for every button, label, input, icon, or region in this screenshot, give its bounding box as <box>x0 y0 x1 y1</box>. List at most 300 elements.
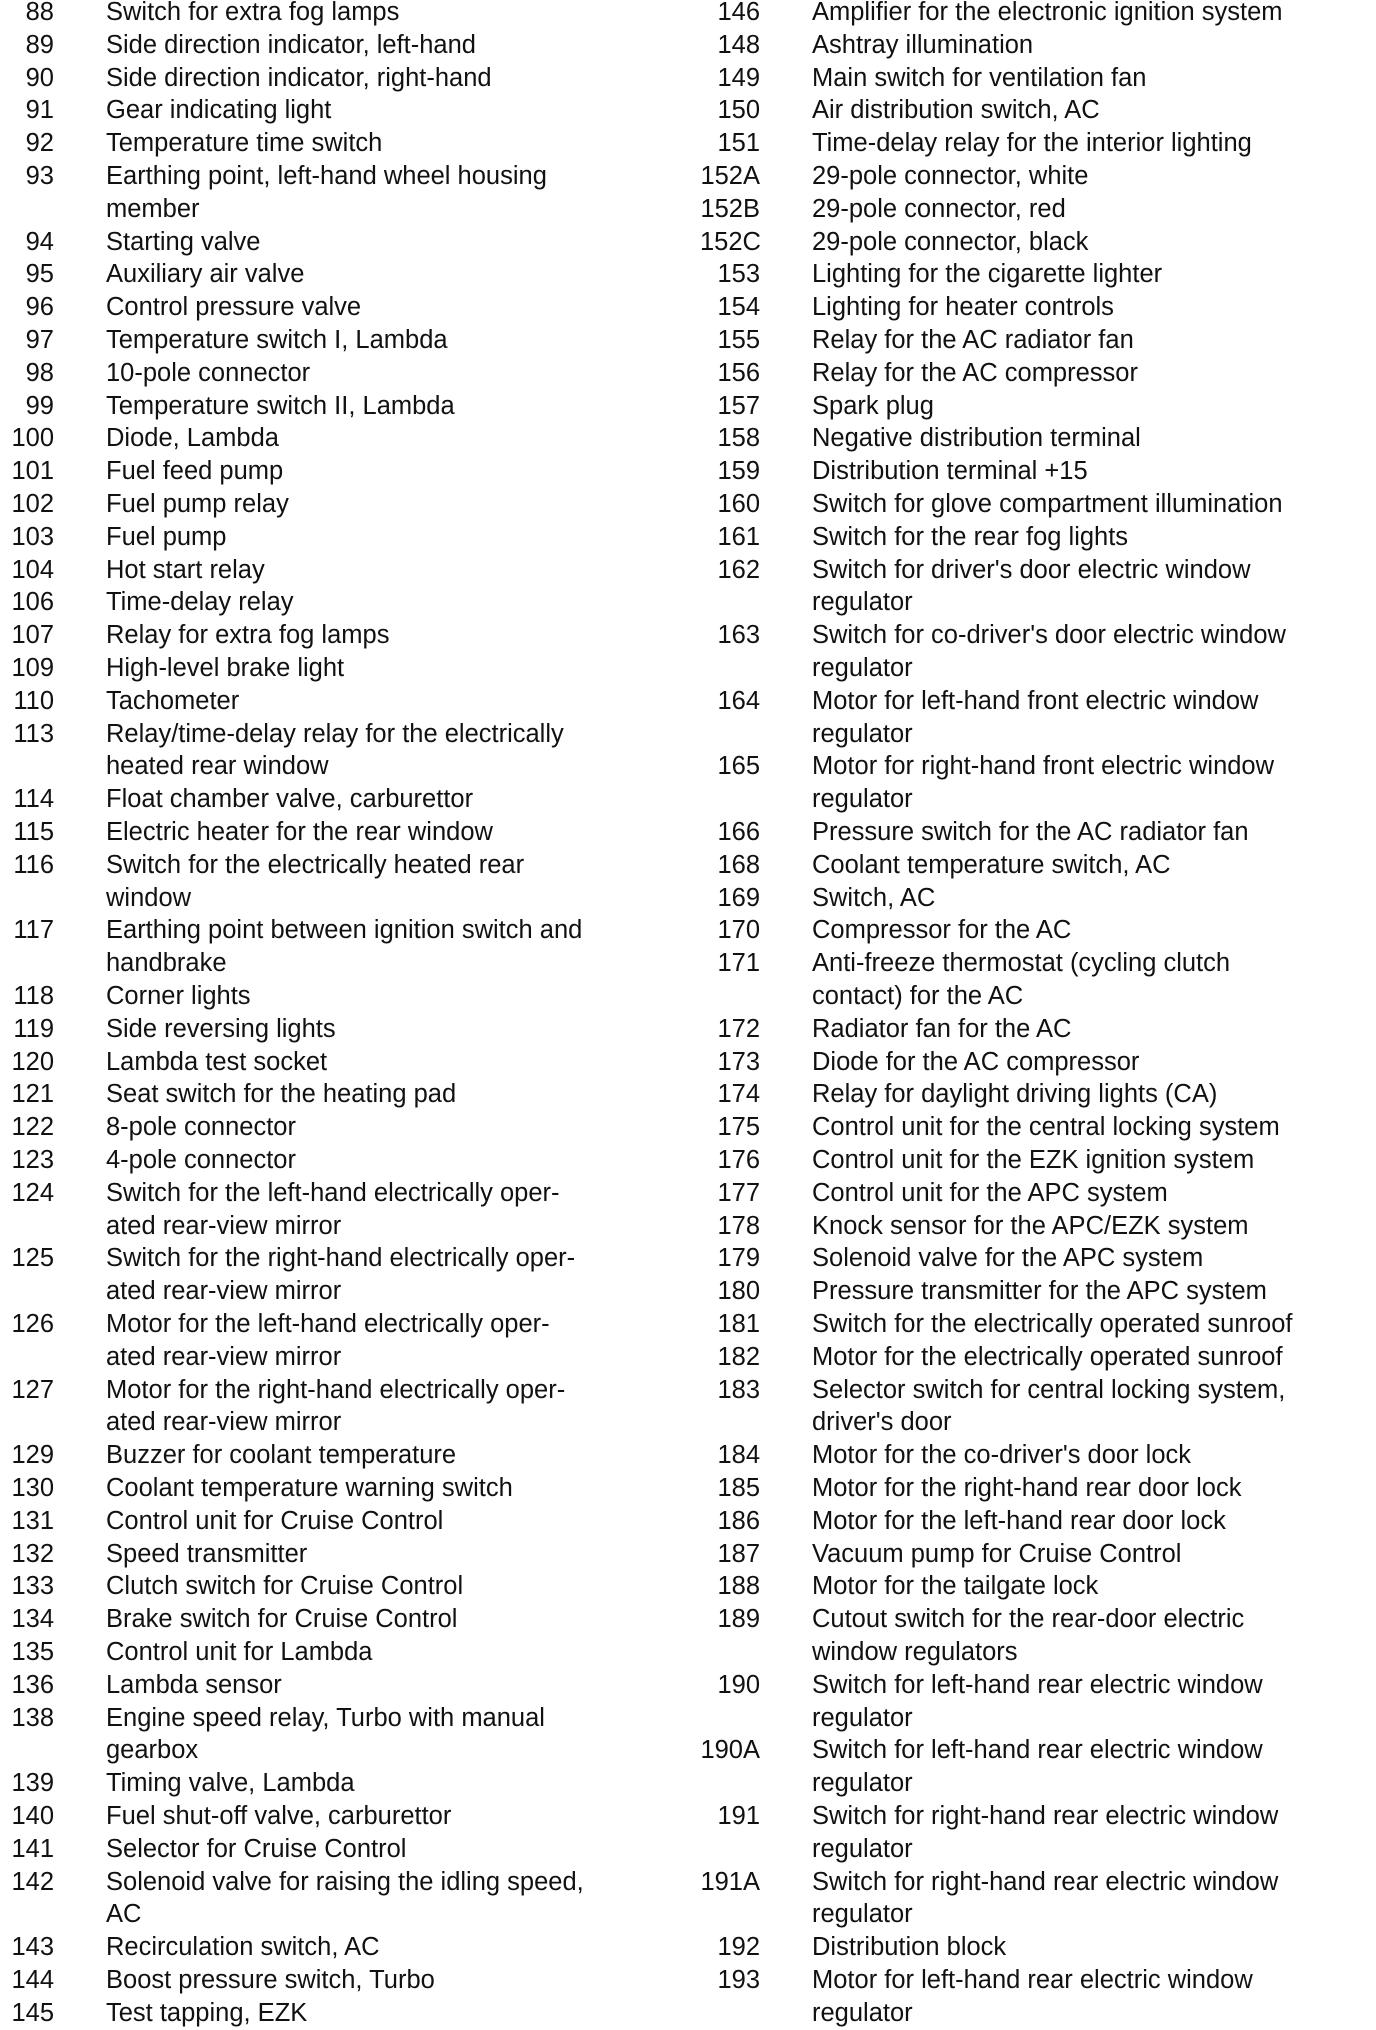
legend-entry-number: 190A <box>700 1736 760 1765</box>
legend-entry-number: 106 <box>11 588 54 617</box>
legend-entry-number: 166 <box>717 818 760 846</box>
legend-entry-number: 90 <box>25 63 54 92</box>
legend-entry-number: 115 <box>13 818 54 846</box>
legend-entry-number: 135 <box>11 1638 54 1666</box>
legend-entry <box>0 1111 660 1144</box>
legend-entry <box>0 1013 660 1046</box>
legend-entry-description: Relay for daylight driving lights (CA) <box>812 1080 1218 1109</box>
legend-entry <box>700 1177 1376 1210</box>
legend-entry-number: 114 <box>13 785 54 814</box>
legend-entry-description: gearbox <box>106 1736 199 1765</box>
legend-entry-description: 29-pole connector, black <box>812 227 1089 256</box>
legend-entry-number: 150 <box>717 96 760 125</box>
legend-entry <box>0 127 660 160</box>
legend-entry-number: 110 <box>13 686 54 715</box>
legend-entry-number: 146 <box>717 0 760 26</box>
legend-entry-number: 92 <box>25 129 54 158</box>
legend-entry-description: Timing valve, Lambda <box>106 1769 355 1798</box>
legend-entry-description: Switch for left-hand rear electric window <box>812 1670 1263 1699</box>
legend-entry-description: Control pressure valve <box>106 293 362 322</box>
legend-entry-number: 140 <box>11 1802 54 1830</box>
legend-entry-number: 99 <box>25 391 54 420</box>
legend-entry-number: 188 <box>717 1572 760 1601</box>
legend-entry-number: 138 <box>11 1703 54 1732</box>
legend-entry-description: Motor for the electrically operated sunroof <box>812 1342 1283 1371</box>
legend-entry-description: Engine speed relay, Turbo with manual <box>106 1703 545 1732</box>
legend-entry <box>0 455 660 488</box>
legend-entry <box>700 422 1376 455</box>
legend-entry <box>0 357 660 390</box>
legend-entry-number: 191A <box>700 1867 760 1896</box>
legend-entry <box>700 1210 1376 1243</box>
legend-entry <box>0 0 660 29</box>
legend-entry-number: 148 <box>717 30 760 59</box>
legend-entry-description: Motor for left-hand front electric window <box>812 686 1259 715</box>
legend-entry-description: 10-pole connector <box>106 358 311 387</box>
legend-entry-number: 173 <box>717 1047 760 1076</box>
legend-entry <box>0 1866 660 1932</box>
legend-entry <box>700 1931 1376 1964</box>
legend-entry-description: Relay for the AC radiator fan <box>812 326 1134 354</box>
legend-entry-description: Distribution block <box>812 1933 1007 1962</box>
legend-entry <box>700 1439 1376 1472</box>
legend-entry <box>0 718 660 784</box>
legend-entry-description: ated rear-view mirror <box>106 1277 342 1306</box>
legend-entry-description: regulator <box>812 1834 913 1863</box>
legend-entry-number: 180 <box>717 1277 760 1306</box>
legend-entry-description: Side direction indicator, right-hand <box>106 63 492 92</box>
legend-entry-description: Spark plug <box>812 391 934 420</box>
legend-entry-number: 96 <box>25 293 54 322</box>
legend-entry-description: Auxiliary air valve <box>106 260 305 289</box>
legend-entry <box>700 390 1376 423</box>
legend-entry-number: 162 <box>717 555 760 584</box>
legend-entry-number: 113 <box>13 719 54 748</box>
legend-entry-description: contact) for the AC <box>812 981 1024 1010</box>
legend-entry-description: Relay for extra fog lamps <box>106 621 390 650</box>
legend-entry <box>700 258 1376 291</box>
legend-entry <box>0 1242 660 1308</box>
legend-entry-number: 151 <box>717 129 760 158</box>
legend-entry <box>0 422 660 455</box>
legend-entry-description: High-level brake light <box>106 654 345 682</box>
legend-entry-number: 144 <box>11 1966 54 1994</box>
legend-entry-description: Lighting for heater controls <box>812 293 1114 322</box>
legend-entry-description: Side reversing lights <box>106 1014 336 1043</box>
legend-entry-description: driver's door <box>812 1408 952 1437</box>
legend-entry <box>700 685 1376 751</box>
legend-entry <box>0 1374 660 1440</box>
legend-entry <box>0 685 660 718</box>
legend-entry-number: 102 <box>11 490 54 518</box>
legend-entry <box>700 619 1376 685</box>
legend-entry <box>0 1603 660 1636</box>
legend-entry <box>700 1341 1376 1374</box>
legend-entry-number: 126 <box>11 1310 54 1338</box>
legend-entry <box>0 1833 660 1866</box>
legend-entry <box>700 1538 1376 1571</box>
legend-entry-number: 88 <box>25 0 54 26</box>
legend-entry <box>700 1603 1376 1669</box>
legend-entry <box>700 816 1376 849</box>
legend-entry <box>700 291 1376 324</box>
legend-entry-number: 174 <box>717 1080 760 1109</box>
legend-entry-description: regulator <box>812 785 913 814</box>
legend-entry-number: 155 <box>717 326 760 354</box>
legend-entry-number: 152C <box>700 227 761 256</box>
legend-entry-description: handbrake <box>106 949 227 978</box>
legend-entry-number: 93 <box>25 162 54 190</box>
legend-entry <box>700 1734 1376 1800</box>
legend-entry <box>700 1242 1376 1275</box>
legend-entry <box>700 554 1376 620</box>
legend-entry-description: regulator <box>812 653 913 682</box>
legend-entry-number: 121 <box>11 1080 54 1109</box>
legend-entry-description: Switch for extra fog lamps <box>106 0 400 26</box>
legend-entry <box>0 1669 660 1702</box>
legend-entry-description: member <box>106 194 200 223</box>
legend-entry-description: Motor for the left-hand rear door lock <box>812 1506 1226 1535</box>
legend-entry-description: Pressure transmitter for the APC system <box>812 1277 1267 1306</box>
legend-entry-description: Diode, Lambda <box>106 424 279 453</box>
legend-entry-description: Control unit for Lambda <box>106 1638 373 1666</box>
legend-entry <box>0 160 660 226</box>
legend-entry-description: window regulators <box>812 1637 1018 1666</box>
legend-entry-number: 109 <box>11 654 54 682</box>
legend-entry <box>700 1046 1376 1079</box>
legend-entry-number: 171 <box>717 949 760 978</box>
legend-entry-description: Time-delay relay <box>106 588 294 617</box>
legend-entry-description: Buzzer for coolant temperature <box>106 1441 457 1470</box>
legend-entry <box>0 1078 660 1111</box>
legend-entry-description: Relay for the AC compressor <box>812 358 1138 387</box>
legend-entry-description: Clutch switch for Cruise Control <box>106 1572 464 1601</box>
legend-entry-number: 154 <box>717 293 760 322</box>
legend-entry-description: Switch for right-hand rear electric window <box>812 1867 1279 1896</box>
legend-entry <box>700 1570 1376 1603</box>
legend-entry-description: Motor for the co-driver's door lock <box>812 1441 1192 1470</box>
legend-entry-description: Switch for the left-hand electrically oper- <box>106 1178 560 1207</box>
legend-entry-description: Radiator fan for the AC <box>812 1014 1072 1043</box>
legend-entry-description: Air distribution switch, AC <box>812 96 1100 125</box>
legend-entry-number: 120 <box>11 1047 54 1076</box>
legend-entry-description: regulator <box>812 1998 913 2027</box>
legend-entry-description: Fuel feed pump <box>106 457 284 486</box>
legend-entry <box>0 1177 660 1243</box>
legend-entry <box>0 488 660 521</box>
legend-entry-description: Motor for the tailgate lock <box>812 1572 1099 1601</box>
legend-entry-description: Negative distribution terminal <box>812 424 1141 453</box>
legend-entry-number: 185 <box>717 1474 760 1502</box>
legend-entry-description: Knock sensor for the APC/EZK system <box>812 1211 1249 1240</box>
legend-entry <box>0 1636 660 1669</box>
legend-entry-description: Tachometer <box>106 686 240 715</box>
legend-entry-description: 29-pole connector, white <box>812 162 1089 190</box>
legend-entry <box>700 1374 1376 1440</box>
legend-entry-number: 153 <box>717 260 760 289</box>
legend-entry <box>0 1046 660 1079</box>
legend-entry-number: 101 <box>11 457 54 486</box>
legend-entry <box>700 1964 1376 2030</box>
legend-entry <box>0 324 660 357</box>
legend-entry <box>0 1538 660 1571</box>
legend-entry-description: Amplifier for the electronic ignition system <box>812 0 1283 26</box>
legend-entry-number: 119 <box>13 1014 54 1043</box>
legend-entry-description: Switch for the right-hand electrically oper- <box>106 1244 576 1273</box>
legend-entry <box>0 1144 660 1177</box>
legend-entry-description: Anti-freeze thermostat (cycling clutch <box>812 949 1231 978</box>
legend-entry <box>0 554 660 587</box>
legend-entry <box>700 882 1376 915</box>
legend-entry-number: 152A <box>700 162 760 190</box>
legend-entry <box>700 1472 1376 1505</box>
legend-entry <box>0 94 660 127</box>
legend-entry-number: 156 <box>717 358 760 387</box>
legend-entry <box>700 521 1376 554</box>
legend-entry-description: Motor for the right-hand electrically oper- <box>106 1375 566 1404</box>
legend-entry-description: Switch for the rear fog lights <box>812 522 1129 551</box>
legend-entry-description: Lambda test socket <box>106 1047 328 1076</box>
legend-entry-number: 159 <box>717 457 760 486</box>
legend-entry <box>0 258 660 291</box>
legend-entry-description: Lambda sensor <box>106 1670 282 1699</box>
legend-entry <box>700 62 1376 95</box>
legend-entry-description: Coolant temperature switch, AC <box>812 850 1171 879</box>
legend-entry-number: 193 <box>717 1966 760 1994</box>
legend-entry <box>700 1308 1376 1341</box>
legend-entry-description: Float chamber valve, carburettor <box>106 785 474 814</box>
legend-entry <box>700 1866 1376 1932</box>
legend-entry <box>0 619 660 652</box>
legend-entry-number: 182 <box>717 1342 760 1371</box>
legend-entry-description: Control unit for the APC system <box>812 1178 1168 1207</box>
legend-entry <box>700 357 1376 390</box>
legend-entry <box>0 586 660 619</box>
legend-entry <box>0 1800 660 1833</box>
legend-entry-number: 165 <box>717 752 760 781</box>
legend-entry-description: Earthing point between ignition switch and <box>106 916 583 945</box>
legend-entry <box>700 1144 1376 1177</box>
legend-entry-number: 98 <box>25 358 54 387</box>
legend-entry-description: regulator <box>812 588 913 617</box>
legend-entry-number: 89 <box>25 30 54 59</box>
legend-entry-number: 168 <box>717 850 760 879</box>
legend-entry-description: heated rear window <box>106 752 329 781</box>
legend-entry <box>700 226 1376 259</box>
legend-entry-number: 122 <box>11 1113 54 1142</box>
legend-entry <box>0 1570 660 1603</box>
legend-entry <box>0 1702 660 1768</box>
legend-entry <box>700 1078 1376 1111</box>
legend-entry <box>700 127 1376 160</box>
legend-entry-description: Motor for the right-hand rear door lock <box>812 1474 1242 1502</box>
legend-entry-number: 95 <box>25 260 54 289</box>
legend-entry-number: 172 <box>717 1014 760 1043</box>
legend-entry-description: window <box>106 883 192 912</box>
legend-entry-number: 183 <box>717 1375 760 1404</box>
legend-entry <box>700 160 1376 193</box>
legend-entry-description: Electric heater for the rear window <box>106 818 493 846</box>
legend-entry-number: 141 <box>11 1834 54 1863</box>
legend-entry-number: 117 <box>13 916 54 945</box>
legend-entry-description: regulator <box>812 1703 913 1732</box>
legend-entry-description: Compressor for the AC <box>812 916 1072 945</box>
legend-entry-description: Starting valve <box>106 227 261 256</box>
legend-entry-description: 29-pole connector, red <box>812 194 1066 223</box>
legend-entry <box>0 849 660 915</box>
legend-entry <box>0 1767 660 1800</box>
legend-entry-number: 189 <box>717 1605 760 1634</box>
legend-entry-number: 175 <box>717 1113 760 1142</box>
legend-entry-number: 145 <box>11 1998 54 2027</box>
legend-entry <box>700 1275 1376 1308</box>
legend-entry-description: Boost pressure switch, Turbo <box>106 1966 435 1994</box>
legend-entry <box>0 29 660 62</box>
legend-entry-number: 142 <box>11 1867 54 1896</box>
legend-entry-number: 152B <box>700 194 760 223</box>
legend-entry-description: ated rear-view mirror <box>106 1408 342 1437</box>
legend-entry-description: Side direction indicator, left-hand <box>106 30 476 59</box>
legend-entry-number: 192 <box>717 1933 760 1962</box>
legend-entry-description: Control unit for the EZK ignition system <box>812 1146 1255 1174</box>
legend-entry-description: Ashtray illumination <box>812 30 1034 59</box>
legend-entry-number: 125 <box>11 1244 54 1273</box>
legend-entry-number: 169 <box>717 883 760 912</box>
legend-entry-number: 97 <box>25 326 54 354</box>
legend-entry <box>700 914 1376 947</box>
legend-entry-number: 123 <box>11 1146 54 1174</box>
legend-entry-number: 158 <box>717 424 760 453</box>
legend-entry-number: 149 <box>717 63 760 92</box>
legend-entry-description: Main switch for ventilation fan <box>812 63 1147 92</box>
legend-entry-number: 179 <box>717 1244 760 1273</box>
legend-entry-description: Pressure switch for the AC radiator fan <box>812 818 1249 846</box>
legend-entry-description: Earthing point, left-hand wheel housing <box>106 162 547 190</box>
legend-entry <box>700 0 1376 29</box>
legend-entry-description: Coolant temperature warning switch <box>106 1474 513 1502</box>
legend-entry-description: ated rear-view mirror <box>106 1342 342 1371</box>
legend-entry-number: 187 <box>717 1539 760 1568</box>
legend-entry-description: Solenoid valve for raising the idling speed, <box>106 1867 584 1896</box>
legend-entry-description: Motor for right-hand front electric window <box>812 752 1275 781</box>
legend-entry-description: Motor for left-hand rear electric window <box>812 1966 1253 1994</box>
legend-entry-description: Lighting for the cigarette lighter <box>812 260 1163 289</box>
legend-entry-description: Speed transmitter <box>106 1539 308 1568</box>
legend-entry <box>700 29 1376 62</box>
legend-entry-description: Relay/time-delay relay for the electrically <box>106 719 564 748</box>
legend-entry <box>700 1800 1376 1866</box>
legend-entry-number: 133 <box>11 1572 54 1601</box>
legend-entry-number: 104 <box>11 555 54 584</box>
legend-entry-description: Vacuum pump for Cruise Control <box>812 1539 1182 1568</box>
legend-entry <box>700 849 1376 882</box>
legend-entry-number: 190 <box>717 1670 760 1699</box>
legend-entry <box>0 783 660 816</box>
legend-entry-description: Diode for the AC compressor <box>812 1047 1140 1076</box>
legend-entry <box>0 816 660 849</box>
legend-entry-number: 164 <box>717 686 760 715</box>
legend-entry-description: AC <box>106 1900 142 1929</box>
legend-entry-number: 94 <box>25 227 54 256</box>
legend-entry-description: Time-delay relay for the interior lighting <box>812 129 1252 158</box>
legend-entry-number: 130 <box>11 1474 54 1502</box>
legend-entry <box>0 62 660 95</box>
legend-entry-description: Switch for driver's door electric window <box>812 555 1251 584</box>
legend-entry-number: 129 <box>11 1441 54 1470</box>
legend-entry-number: 131 <box>11 1506 54 1535</box>
legend-entry-description: Control unit for Cruise Control <box>106 1506 444 1535</box>
legend-entry-description: Distribution terminal +15 <box>812 457 1088 486</box>
legend-entry-description: Fuel shut-off valve, carburettor <box>106 1802 452 1830</box>
legend-entry-number: 184 <box>717 1441 760 1470</box>
legend-entry <box>700 94 1376 127</box>
legend-entry-number: 191 <box>717 1802 760 1830</box>
legend-entry-description: Solenoid valve for the APC system <box>812 1244 1204 1273</box>
legend-entry-description: Test tapping, EZK <box>106 1998 308 2027</box>
legend-entry-description: Switch for the electrically heated rear <box>106 850 525 879</box>
legend-entry <box>0 1308 660 1374</box>
legend-entry <box>0 652 660 685</box>
legend-entry-description: Switch for glove compartment illumination <box>812 490 1283 518</box>
legend-entry-description: Switch for the electrically operated sunroof <box>812 1310 1293 1338</box>
legend-entry-number: 107 <box>11 621 54 650</box>
legend-entry <box>0 226 660 259</box>
legend-entry-number: 176 <box>717 1146 760 1174</box>
legend-entry-number: 177 <box>717 1178 760 1207</box>
legend-entry-number: 143 <box>11 1933 54 1962</box>
legend-entry-description: regulator <box>812 1769 913 1798</box>
legend-entry <box>0 1472 660 1505</box>
legend-entry-number: 100 <box>11 424 54 453</box>
legend-entry <box>0 1439 660 1472</box>
legend-entry-description: Temperature switch I, Lambda <box>106 326 448 354</box>
legend-entry-description: Seat switch for the heating pad <box>106 1080 457 1109</box>
legend-entry <box>700 1669 1376 1735</box>
legend-entry-number: 181 <box>717 1310 760 1338</box>
legend-entry <box>0 1931 660 1964</box>
legend-entry-number: 178 <box>717 1211 760 1240</box>
legend-entry-description: Corner lights <box>106 982 251 1010</box>
legend-entry-description: Cutout switch for the rear-door electric <box>812 1605 1245 1634</box>
legend-entry-number: 139 <box>11 1769 54 1798</box>
legend-entry-description: Recirculation switch, AC <box>106 1933 380 1962</box>
legend-entry-number: 124 <box>11 1178 54 1207</box>
legend-entry-description: Hot start relay <box>106 555 265 584</box>
legend-entry <box>700 1013 1376 1046</box>
legend-entry-number: 186 <box>717 1506 760 1535</box>
legend-entry <box>0 291 660 324</box>
legend-entry-number: 91 <box>25 96 54 125</box>
legend-entry <box>0 980 660 1013</box>
legend-entry-description: regulator <box>812 1900 913 1929</box>
legend-entry-description: Selector switch for central locking system, <box>812 1375 1286 1404</box>
legend-entry-number: 161 <box>717 522 760 551</box>
legend-entry <box>700 750 1376 816</box>
legend-entry <box>0 1505 660 1538</box>
legend-entry-description: Gear indicating light <box>106 96 332 125</box>
legend-entry <box>700 1505 1376 1538</box>
legend-entry-number: 132 <box>11 1539 54 1568</box>
legend-entry-description: 4-pole connector <box>106 1146 296 1174</box>
legend-entry-number: 157 <box>717 391 760 420</box>
legend-entry <box>0 914 660 980</box>
legend-entry-number: 160 <box>717 490 760 518</box>
legend-entry-description: Control unit for the central locking system <box>812 1113 1280 1142</box>
legend-entry <box>0 1997 660 2030</box>
legend-entry-number: 118 <box>13 982 54 1010</box>
legend-entry <box>0 521 660 554</box>
legend-entry-description: Motor for the left-hand electrically oper- <box>106 1310 550 1338</box>
